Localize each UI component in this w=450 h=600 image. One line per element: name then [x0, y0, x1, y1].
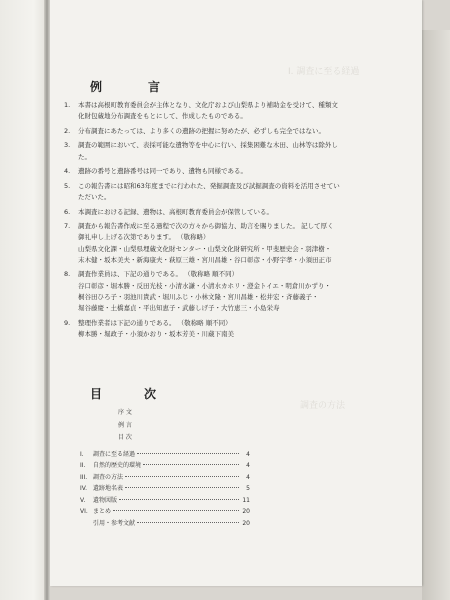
toc-leader-dots: [119, 499, 239, 500]
note-item: [64, 100, 406, 122]
toc-entry-number: VI.: [80, 508, 88, 516]
notes-heading-char: 例: [90, 80, 103, 94]
toc-entry-page: 11: [242, 496, 250, 504]
toc-entry-page: 4: [246, 473, 250, 481]
toc-entry-page: 20: [242, 520, 250, 528]
contents-heading-char: 目: [90, 387, 103, 401]
toc-leader-dots: [137, 453, 239, 454]
note-number: 5.: [64, 181, 71, 190]
toc-leader-dots: [125, 487, 239, 488]
note-item: [64, 318, 406, 340]
toc-entry-page: 20: [242, 508, 250, 516]
toc-entry-number: V.: [80, 496, 86, 504]
note-item: [64, 140, 406, 162]
toc-entry: [80, 460, 250, 472]
notes-heading: [90, 78, 160, 95]
note-item: [64, 181, 406, 203]
note-number: 8.: [64, 270, 71, 279]
note-text: 本調査における記録、遺物は、高根町教育委員会が保管している。: [78, 207, 273, 216]
note-number: 3.: [64, 141, 71, 150]
toc-entry-number: IV.: [80, 485, 88, 493]
toc-entry: [80, 506, 250, 518]
toc-leader-dots: [137, 522, 239, 523]
toc-entry-title: 遺物図版: [93, 496, 118, 504]
toc-front-matter: 目 次: [118, 434, 132, 441]
toc-entry-number: III.: [80, 473, 88, 481]
contents-heading-char: 次: [144, 387, 157, 401]
note-item: [64, 207, 406, 218]
contents-heading: [90, 385, 156, 402]
note-text: 調査作業員は、下記の通りである。 （敬称略 順不同） 谷口彰彦・堀本勝・反田光枝・小清水謙・小清水カホリ・澄金トイエ・明倉川かずり・ 桐谷田ひろ子・羽池川貴武・堀川ふじ・小林文隆・宮川昌雄・松井宏・斉藤義子・ 堀谷藤慶・土橋嘉貞・平出知恵子・武藤しげ子・大竹恵三・小島栄寿: [78, 270, 331, 312]
toc-entry-title: 引用・参考文献: [93, 520, 136, 528]
toc-entry: [80, 483, 250, 495]
toc-entry-title: まとめ: [93, 508, 112, 516]
toc-entry: [80, 518, 250, 530]
toc-entry: [80, 472, 250, 484]
note-item: [64, 166, 406, 177]
note-item: [64, 221, 406, 266]
notes-heading-char: 言: [148, 80, 161, 94]
toc-front-matter: 序 文: [118, 409, 132, 416]
toc-entry-title: 調査に至る経過: [93, 450, 136, 458]
left-page-margin: [0, 0, 48, 600]
note-number: 4.: [64, 167, 71, 176]
note-text: 分布調査にあたっては、より多くの遺跡の把握に努めたが、必ずしも完全ではない。: [78, 126, 325, 135]
note-item: [64, 126, 406, 137]
note-number: 1.: [64, 101, 71, 109]
note-item: [64, 269, 406, 314]
table-of-contents: [80, 407, 250, 530]
toc-front-matter: 例 言: [118, 421, 132, 429]
note-number: 6.: [64, 207, 71, 216]
note-text: 調査から報告書作成に至る過程で次の方々から御協力、助言を賜りました。 記して厚く 御礼申し上げる次第であります。 （敬称略） 山梨県文化課・山梨県埋蔵文化財センター・山梨文化財研究所・甲斐歴史会・羽津樹・ 末木健・坂本美夫・新海康夫・萩原三雄・宮川昌雄・谷口彰彦・小野宇孝・小須田正市: [78, 222, 334, 264]
toc-entry-title: 調査の方法: [93, 473, 124, 481]
note-text: 調査の範囲において、表採可能な遺物等を中心に行い、採集困難な木田、山林等は除外し た。: [78, 141, 338, 161]
note-text: 遺跡の番号と遺跡番号は同一であり、遺物も同様である。: [78, 167, 247, 176]
toc-entry-page: 4: [246, 450, 250, 458]
note-number: 2.: [64, 126, 71, 135]
toc-entry-title: 遺跡地名表: [93, 485, 124, 493]
show-through-text: 調査の方法: [300, 401, 346, 411]
note-number: 7.: [64, 222, 71, 231]
toc-leader-dots: [143, 464, 239, 465]
toc-entry-number: I.: [80, 450, 84, 458]
notes-list: [64, 100, 406, 343]
toc-entry-title: 自然的歴史的環境: [93, 462, 142, 470]
toc-entry-number: II.: [80, 462, 86, 470]
note-number: 9.: [64, 318, 71, 327]
note-text: 本書は高根町教育委員会が主体となり、文化庁および山梨県より補助金を受けて、種類文 化財包蔵地分布調査をもとにして、作成したものである。: [78, 101, 338, 121]
page-stack-edge: [422, 30, 450, 600]
toc-entry: [80, 495, 250, 507]
show-through-text: I. 調査に至る経過: [288, 67, 360, 77]
toc-entry-page: 5: [246, 485, 250, 493]
note-text: 整理作業者は下記の通りである。 （敬称略 順不同） 柳本勝・堀政子・小須かおり・坂本芳美・川蔵下南美: [78, 318, 234, 338]
toc-leader-dots: [125, 476, 239, 477]
toc-leader-dots: [113, 510, 239, 511]
toc-entry: [80, 449, 250, 461]
toc-entry-page: 4: [246, 462, 250, 470]
note-text: この報告書には昭和63年度までに行われた、発掘調査及び試掘調査の資料を活用させてい ただいた。: [78, 181, 340, 201]
